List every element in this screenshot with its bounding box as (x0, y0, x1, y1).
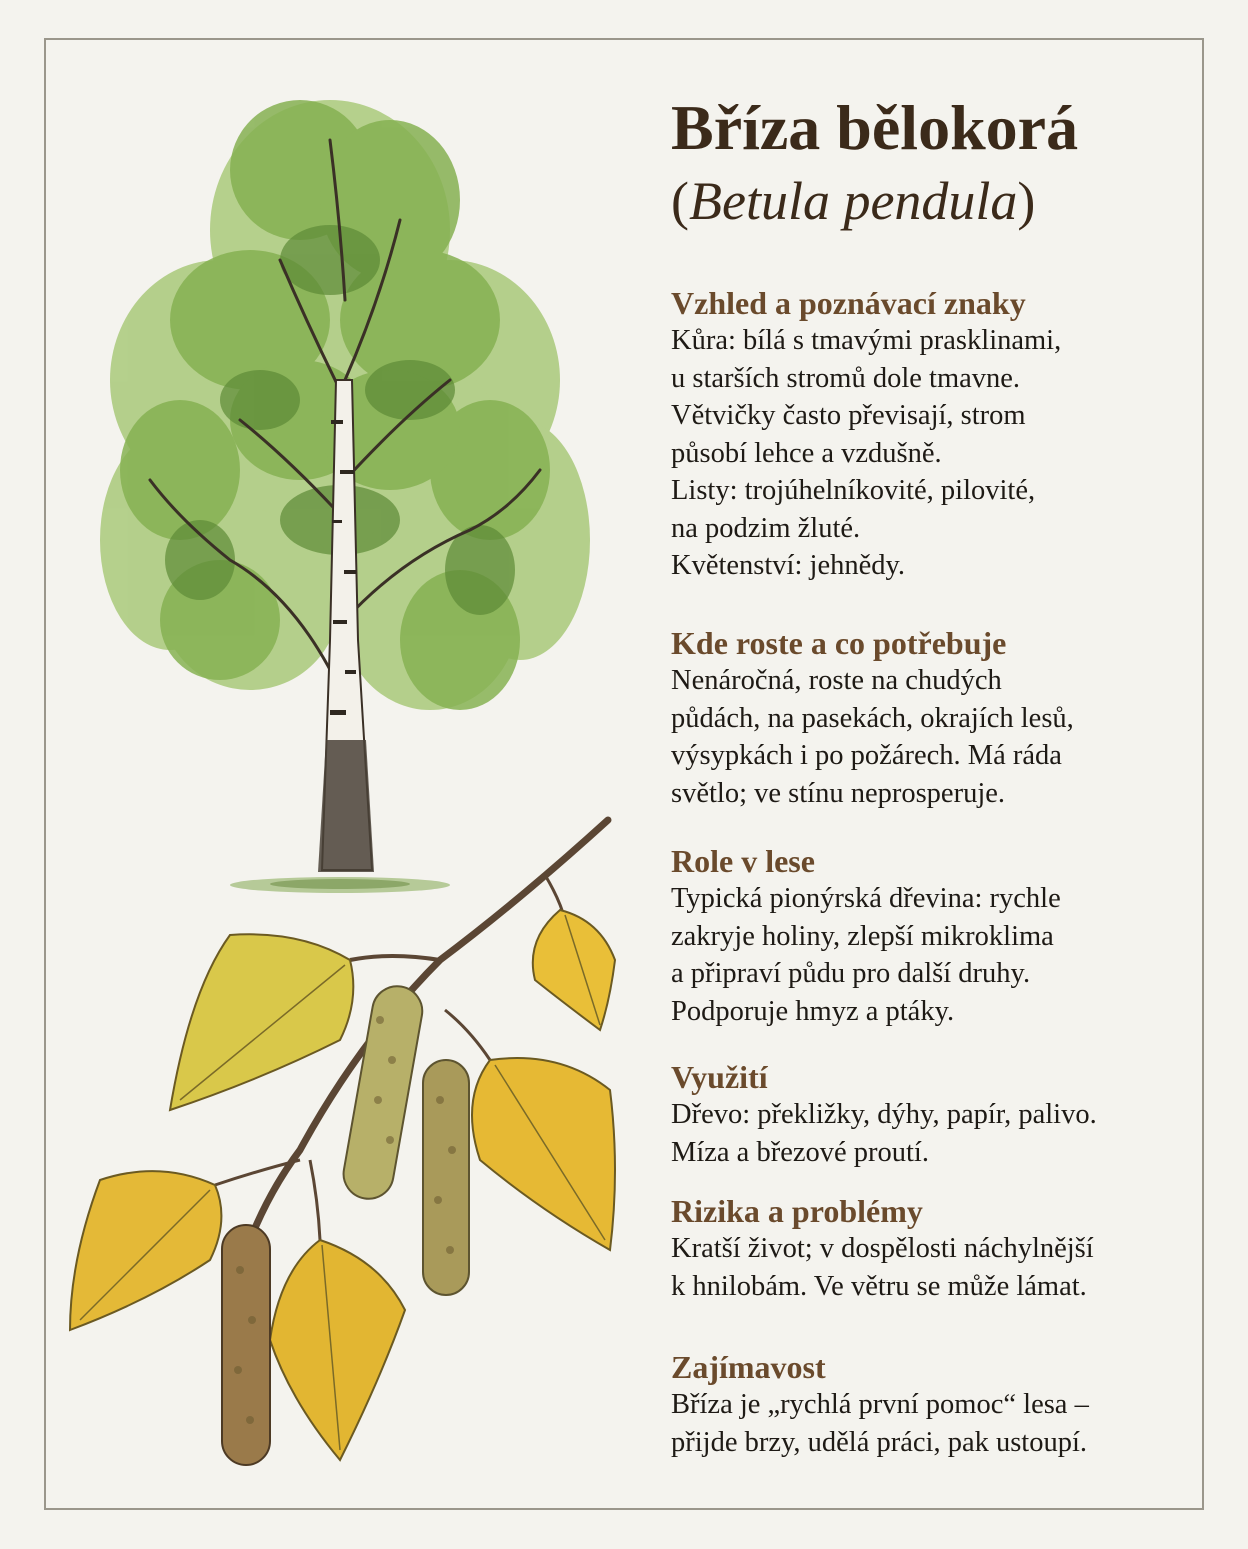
section-forest-role (671, 842, 1201, 1030)
birch-tree-icon (100, 100, 590, 893)
latin-name-italic: Betula pendula (688, 171, 1018, 231)
body-line: výsypkách i po požárech. Má ráda (671, 740, 1062, 771)
section-habitat (671, 624, 1201, 812)
body-line: Květenství: jehnědy. (671, 550, 906, 581)
section-body (671, 322, 1201, 585)
body-line: a připraví půdu pro další druhy. (671, 958, 1031, 989)
body-line: Větvičky často převisají, strom (671, 400, 1026, 431)
body-line: přijde brzy, udělá práci, pak ustoupí. (671, 1426, 1088, 1458)
body-line: Typická pionýrská dřevina: rychle (671, 883, 1061, 914)
body-line: Míza a březové proutí. (671, 1136, 929, 1168)
section-heading: Role v lese (671, 843, 815, 879)
section-heading: Využití (671, 1059, 768, 1095)
body-line: Listy: trojúhelníkovité, pilovité, (671, 475, 1036, 506)
section-body (671, 1386, 1201, 1461)
body-line: Kratší život; v dospělosti náchylnější (671, 1233, 1094, 1264)
section-heading: Kde roste a co potřebuje (671, 625, 1007, 661)
body-line: Bříza je „rychlá první pomoc“ lesa – (671, 1389, 1089, 1420)
section-body (671, 1096, 1201, 1171)
body-line: k hnilobám. Ve větru se může lámat. (671, 1270, 1087, 1302)
body-line: u starších stromů dole tmavne. (671, 362, 1021, 394)
section-heading: Zajímavost (671, 1349, 826, 1385)
body-line: působí lehce a vzdušně. (671, 437, 942, 469)
latin-name (671, 168, 1191, 234)
body-line: zakryje holiny, zlepší mikroklima (671, 920, 1054, 952)
birch-branch-with-catkins-icon (70, 820, 615, 1465)
body-line: Podporuje hmyz a ptáky. (671, 995, 955, 1027)
body-line: půdách, na pasekách, okrajích lesů, (671, 702, 1074, 734)
section-body (671, 1230, 1201, 1305)
body-line: Nenáročná, roste na chudých (671, 665, 1002, 696)
body-line: Dřevo: překližky, dýhy, papír, palivo. (671, 1099, 1097, 1130)
text-column (671, 88, 1191, 1458)
section-heading: Rizika a problémy (671, 1193, 923, 1229)
section-uses (671, 1058, 1201, 1171)
body-line: světlo; ve stínu neprosperuje. (671, 777, 1006, 809)
section-fun-fact (671, 1348, 1201, 1461)
body-line: na podzim žluté. (671, 512, 861, 544)
section-risks (671, 1192, 1201, 1305)
body-line: Kůra: bílá s tmavými prasklinami, (671, 325, 1062, 356)
section-heading: Vzhled a poznávací znaky (671, 285, 1026, 321)
section-appearance (671, 284, 1201, 585)
latin-paren-close: ) (1017, 171, 1036, 231)
latin-paren-open: ( (671, 171, 689, 231)
section-body (671, 880, 1201, 1030)
page-title: Bříza bělokorá (671, 92, 1079, 163)
section-body (671, 662, 1201, 812)
